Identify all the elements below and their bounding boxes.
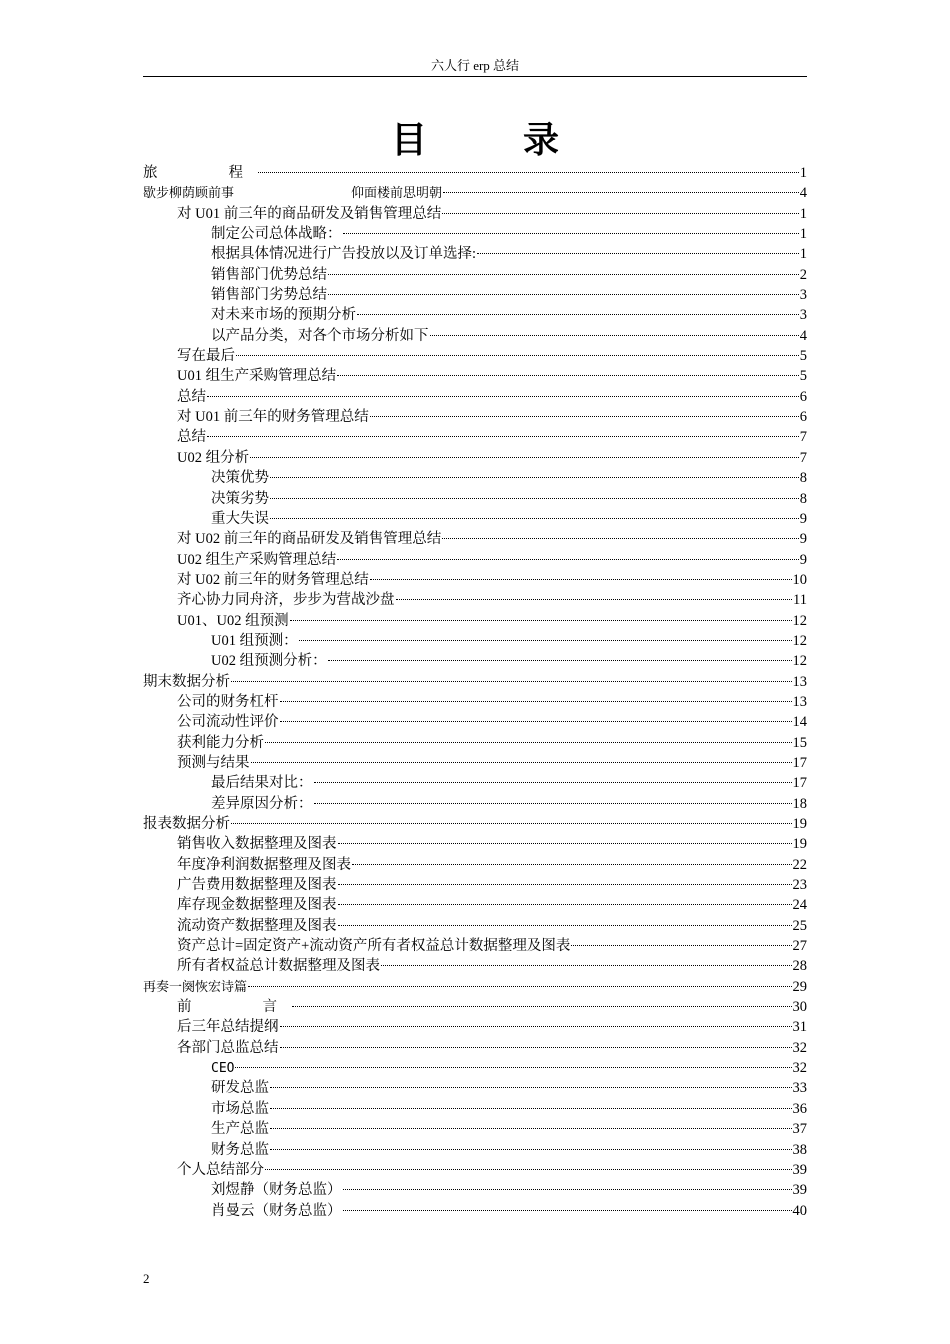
toc-leader-dots [381,965,792,966]
header-rule [143,76,807,77]
toc-entry-label: 研发总监 [211,1080,269,1097]
toc-entry-page: 11 [793,592,807,609]
toc-entry-label: 旅 程 [143,165,257,181]
toc-entry-label: 期末数据分析 [143,673,230,690]
toc-entry-page: 24 [792,897,807,914]
toc-leader-dots [338,843,792,844]
toc-entry-page: 1 [799,205,807,222]
toc-entry-page: 6 [799,388,807,405]
toc-entry-page: 40 [792,1202,807,1219]
toc-entry-label: 最后结果对比： [211,775,313,792]
toc-entry-page: 4 [799,327,807,344]
toc-entry-label: CEO [211,1061,235,1077]
toc-entry-label: 对 U01 前三年的财务管理总结 [177,409,369,426]
toc-entry-page: 27 [792,938,807,955]
toc-entry-label: 决策优势 [211,470,269,487]
toc-leader-dots [265,742,792,743]
toc-leader-dots [442,538,799,539]
toc-leader-dots [280,701,792,702]
toc-leader-dots [270,1108,792,1109]
toc-entry-page: 36 [792,1100,807,1117]
toc-entry-page: 32 [792,1039,807,1056]
toc-entry[interactable] [143,956,807,976]
toc-entry-label: 公司的财务杠杆 [177,693,279,710]
table-of-contents [143,163,807,1221]
toc-leader-dots [338,884,792,885]
toc-entry-label: 差异原因分析： [211,795,313,812]
toc-entry[interactable] [143,265,807,285]
toc-leader-dots [270,1128,792,1129]
toc-entry-page: 10 [792,571,807,588]
toc-leader-dots [328,660,792,661]
toc-entry-page: 19 [792,816,807,832]
toc-leader-dots [231,681,792,682]
toc-leader-dots [207,396,799,397]
toc-entry-page: 12 [792,653,807,670]
toc-leader-dots [290,620,792,621]
toc-entry-page: 22 [792,856,807,873]
toc-entry[interactable] [143,611,807,631]
toc-entry-label: 前 言 [177,999,291,1016]
toc-entry[interactable] [143,1038,807,1058]
toc-entry-page: 31 [792,1019,807,1036]
running-header: 六人行 erp 总结 [430,58,520,73]
toc-entry[interactable] [143,427,807,447]
toc-entry-page: 32 [792,1060,807,1077]
toc-entry[interactable] [143,895,807,915]
toc-entry-page: 3 [799,287,807,304]
toc-entry[interactable] [143,244,807,264]
toc-entry-page: 1 [799,246,807,263]
toc-entry[interactable] [143,733,807,753]
toc-leader-dots [248,986,791,987]
toc-entry-label: 所有者权益总计数据整理及图表 [177,958,380,975]
toc-entry-page: 19 [792,836,807,853]
toc-leader-dots [430,335,799,336]
toc-leader-dots [270,477,799,478]
toc-entry[interactable] [143,1099,807,1119]
toc-entry[interactable] [143,977,807,997]
toc-entry[interactable] [143,550,807,570]
toc-entry-label: 肖曼云（财务总监） [211,1202,342,1219]
toc-entry[interactable] [143,753,807,773]
toc-entry-label: 总结 [177,429,206,446]
toc-entry-label: 财务总监 [211,1141,269,1158]
toc-entry-label: 后三年总结提纲 [177,1019,279,1036]
toc-entry-label: 公司流动性评价 [177,714,279,731]
toc-entry-label: 资产总计=固定资产+流动资产所有者权益总计数据整理及图表 [177,938,571,955]
toc-entry[interactable] [143,875,807,895]
toc-entry-label: U01 组预测： [211,632,298,649]
toc-leader-dots [443,192,799,193]
toc-leader-dots [357,314,799,315]
toc-entry[interactable] [143,997,807,1017]
toc-entry-label: 销售收入数据整理及图表 [177,836,337,853]
toc-entry-page: 9 [799,510,807,527]
toc-entry-label: 销售部门劣势总结 [211,287,327,304]
toc-entry-page: 1 [799,226,807,243]
toc-entry-label: U02 组预测分析： [211,653,327,670]
toc-entry[interactable] [143,1201,807,1221]
toc-entry[interactable] [143,916,807,936]
toc-entry-page: 37 [792,1121,807,1138]
toc-entry-page: 5 [799,368,807,385]
toc-entry-label: 再奏一阕恢宏诗篇 [143,979,248,995]
toc-entry[interactable] [143,773,807,793]
toc-entry[interactable] [143,1017,807,1037]
toc-entry[interactable] [143,834,807,854]
toc-entry-page: 39 [792,1182,807,1199]
toc-entry-label: 决策劣势 [211,490,269,507]
toc-entry-page: 14 [792,714,807,731]
toc-entry[interactable] [143,468,807,488]
toc-leader-dots [328,294,799,295]
toc-entry-page: 39 [792,1161,807,1178]
toc-leader-dots [292,1006,792,1007]
toc-entry-page: 12 [792,632,807,649]
toc-entry[interactable] [143,183,807,203]
toc-leader-dots [251,762,792,763]
toc-entry-page: 25 [792,917,807,934]
toc-leader-dots [337,559,799,560]
toc-entry[interactable] [143,590,807,610]
toc-leader-dots [314,803,792,804]
toc-entry-page: 2 [799,266,807,283]
toc-entry[interactable] [143,855,807,875]
toc-entry-label: 生产总监 [211,1121,269,1138]
toc-entry[interactable] [143,692,807,712]
toc-entry[interactable] [143,509,807,529]
toc-entry-page: 30 [792,999,807,1016]
toc-entry[interactable] [143,1078,807,1098]
toc-entry-page: 9 [799,531,807,548]
toc-entry[interactable] [143,326,807,346]
toc-entry-label: 广告费用数据整理及图表 [177,877,337,894]
toc-entry[interactable] [143,794,807,814]
toc-entry-label: U02 组生产采购管理总结 [177,551,337,568]
toc-entry-label: U01 组生产采购管理总结 [177,368,337,385]
toc-leader-dots [352,864,792,865]
toc-leader-dots [571,945,791,946]
toc-leader-dots [235,1067,791,1068]
toc-entry-label: 写在最后 [177,348,235,365]
toc-entry[interactable] [143,631,807,651]
toc-entry-label: 制定公司总体战略： [211,226,342,243]
toc-leader-dots [280,721,792,722]
toc-entry[interactable] [143,1160,807,1180]
toc-entry-page: 17 [792,754,807,771]
toc-entry-page: 1 [799,165,807,181]
toc-entry[interactable] [143,366,807,386]
toc-entry[interactable] [143,407,807,427]
toc-leader-dots [250,457,799,458]
toc-entry-page: 33 [792,1080,807,1097]
toc-entry-page: 8 [799,470,807,487]
toc-entry[interactable] [143,224,807,244]
toc-entry-label: 年度净利润数据整理及图表 [177,856,351,873]
toc-leader-dots [338,925,792,926]
toc-entry-label: 对 U02 前三年的商品研发及销售管理总结 [177,531,442,548]
toc-entry-label: 销售部门优势总结 [211,266,327,283]
toc-leader-dots [270,1149,792,1150]
toc-entry[interactable] [143,1140,807,1160]
toc-entry-page: 5 [799,348,807,365]
toc-entry-page: 6 [799,409,807,426]
toc-leader-dots [299,640,792,641]
toc-leader-dots [343,233,799,234]
toc-entry[interactable] [143,1180,807,1200]
toc-entry-page: 15 [792,734,807,751]
toc-title: 目 录 [390,120,589,161]
toc-leader-dots [231,823,792,824]
toc-leader-dots [338,904,792,905]
toc-leader-dots [337,375,799,376]
toc-entry[interactable] [143,570,807,590]
toc-entry-page: 9 [799,551,807,568]
toc-entry[interactable] [143,1119,807,1139]
toc-leader-dots [280,1026,792,1027]
toc-leader-dots [258,172,799,173]
toc-entry-page: 12 [792,612,807,629]
toc-entry-label: U02 组分析 [177,449,250,466]
toc-entry-label: 齐心协力同舟济，步步为营战沙盘 [177,592,395,609]
toc-entry-label: 刘煜静（财务总监） [211,1182,342,1199]
toc-entry-label: 各部门总监总结 [177,1039,279,1056]
toc-entry[interactable] [143,936,807,956]
toc-leader-dots [280,1047,792,1048]
toc-leader-dots [370,579,792,580]
toc-leader-dots [442,213,799,214]
toc-entry-label: 总结 [177,388,206,405]
toc-entry[interactable] [143,1058,807,1078]
toc-entry-label: 歇步柳荫顾前事 仰面楼前思明朝 [143,186,443,202]
toc-entry-page: 7 [799,429,807,446]
toc-entry-page: 8 [799,490,807,507]
toc-leader-dots [265,1169,792,1170]
toc-leader-dots [314,782,792,783]
toc-entry-page: 29 [792,978,807,995]
toc-entry-label: 对未来市场的预期分析 [211,307,356,324]
toc-entry-label: 市场总监 [211,1100,269,1117]
toc-leader-dots [477,253,799,254]
toc-entry[interactable] [143,489,807,509]
toc-entry[interactable] [143,448,807,468]
toc-entry-page: 3 [799,307,807,324]
toc-entry[interactable] [143,204,807,224]
toc-leader-dots [270,518,799,519]
toc-entry-page: 7 [799,449,807,466]
toc-entry[interactable] [143,712,807,732]
toc-entry-page: 18 [792,795,807,812]
toc-entry-label: 对 U01 前三年的商品研发及销售管理总结 [177,205,442,222]
toc-leader-dots [343,1210,792,1211]
toc-leader-dots [343,1189,792,1190]
toc-entry[interactable] [143,163,807,183]
toc-entry[interactable] [143,305,807,325]
toc-entry[interactable] [143,651,807,671]
toc-entry-page: 13 [792,673,807,690]
toc-entry-label: 个人总结部分 [177,1161,264,1178]
toc-entry-label: U01、U02 组预测 [177,612,289,629]
toc-entry[interactable] [143,672,807,692]
toc-entry-page: 13 [792,693,807,710]
toc-entry-label: 报表数据分析 [143,816,230,832]
page-number: 2 [143,1271,150,1286]
toc-entry-label: 预测与结果 [177,754,250,771]
toc-entry[interactable] [143,529,807,549]
toc-entry-label: 根据具体情况进行广告投放以及订单选择: [211,246,477,263]
toc-entry-label: 对 U02 前三年的财务管理总结 [177,571,369,588]
toc-entry[interactable] [143,285,807,305]
toc-entry-page: 4 [799,185,807,202]
toc-leader-dots [370,416,799,417]
toc-entry-label: 以产品分类，对各个市场分析如下 [211,327,429,344]
toc-leader-dots [207,436,799,437]
toc-entry[interactable] [143,346,807,366]
toc-entry-page: 38 [792,1141,807,1158]
toc-entry-page: 28 [792,958,807,975]
toc-leader-dots [236,355,799,356]
toc-entry[interactable] [143,387,807,407]
toc-entry-page: 17 [792,775,807,792]
toc-entry-page: 23 [792,877,807,894]
toc-entry-label: 获利能力分析 [177,734,264,751]
toc-entry[interactable] [143,814,807,834]
toc-entry-label: 流动资产数据整理及图表 [177,917,337,934]
toc-leader-dots [396,599,793,600]
toc-leader-dots [328,274,799,275]
toc-leader-dots [270,1087,792,1088]
toc-entry-label: 库存现金数据整理及图表 [177,897,337,914]
toc-leader-dots [270,498,799,499]
toc-entry-label: 重大失误 [211,510,269,527]
